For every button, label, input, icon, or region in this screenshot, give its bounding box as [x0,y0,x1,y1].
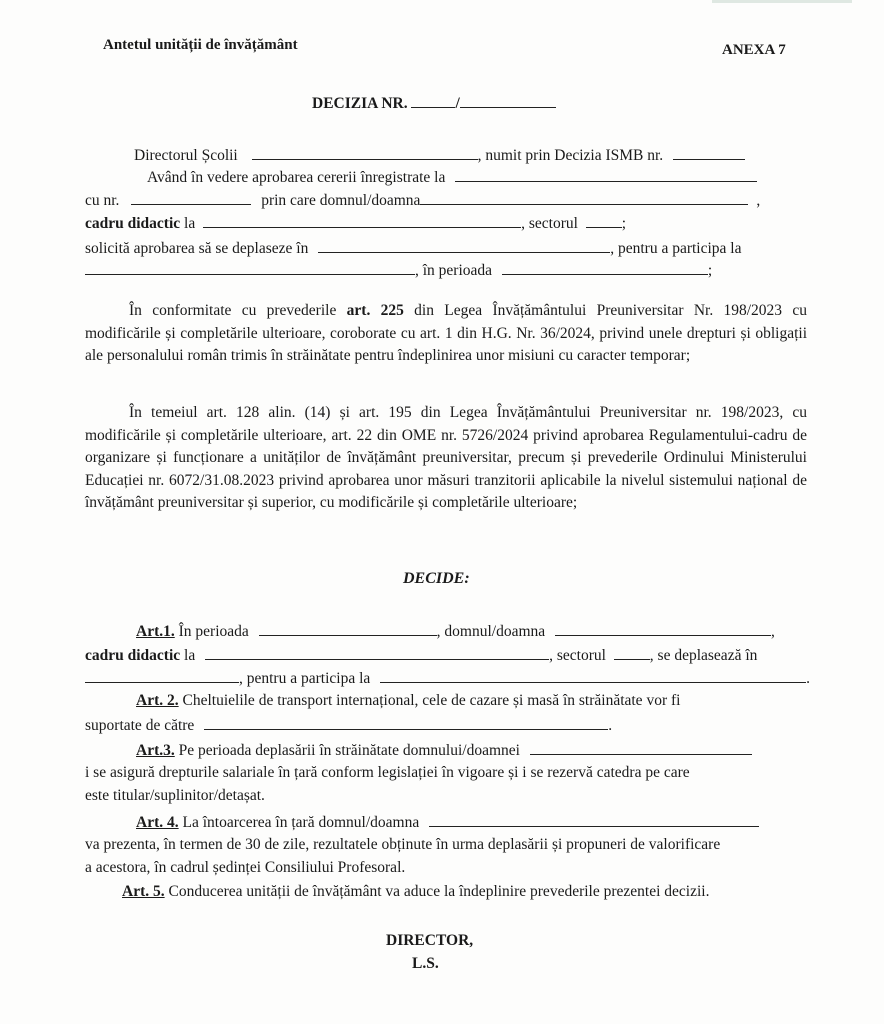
article-2-line-2: suportate de către . [85,717,613,734]
article-1-line-3: , pentru a participa la . [85,668,810,688]
art1-unit-field[interactable] [205,645,549,660]
art1-event-field[interactable] [380,668,806,683]
costs-payer-field[interactable] [204,715,608,730]
article-1-line-2: cadru didactic la , sectorul , se deplasează în [85,647,758,664]
art1-destination-field[interactable] [85,668,239,683]
art1-person-field[interactable] [555,621,771,636]
intro-line-6: , în perioada ; [85,260,712,280]
person-name-field[interactable] [420,190,748,205]
institution-header: Antetul unității de învățământ [103,37,298,53]
art4-person-field[interactable] [429,812,759,827]
school-name-field[interactable] [252,145,478,160]
legal-paragraph-2: În temeiul art. 128 alin. (14) și art. 195 din Legea Învățământului Preuniversitar nr. 198/2023, cu modificările și completările ulterioare, art. 22 din OME nr. 5726/2024 privind aprobarea Regulamentului-cadru de organizare și funcționare a unităților de învățământ preuniversitar, precum și prevederile Ordinului Ministerului Educației nr. 6072/31.08.2023 privind aprobarea unor măsuri tranzitorii aplicabile la nivelul sistemului național de învățământ preuniversitar și superior, cu modificările și completările ulterioare; [85,404,807,511]
intro-line-1: Directorul Școlii , numit prin Decizia ISMB nr. [134,145,745,165]
article-3-line-3: este titular/suplinitor/detașat. [85,787,265,804]
article-3-line-1: Art.3. Pe perioada deplasării în străinătate domnului/doamnei [136,740,752,760]
article-4-line-2: va prezenta, în termen de 30 de zile, rezultatele obținute în urma deplasării și propuneri de valorificare [85,836,721,853]
decision-number-field[interactable] [411,93,455,108]
sector-field[interactable] [586,213,622,228]
decision-title: DECIZIA NR. / [312,93,556,113]
intro-line-5: solicită aprobarea să se deplaseze în , pentru a participa la [85,240,742,257]
stamp-label: L.S. [412,955,439,972]
destination-field[interactable] [318,238,610,253]
intro-line-3: cu nr. prin care domnul/doamna , [85,192,761,209]
article-5: Art. 5. Conducerea unității de învățământ va aduce la îndeplinire prevederile prezentei decizii. [122,883,710,900]
article-2-line-1: Art. 2. Cheltuielile de transport internațional, cele de cazare și masă în străinătate vor fi [136,692,681,709]
intro-line-4: cadru didactic la , sectorul ; [85,215,627,232]
scan-edge-mark [712,0,852,3]
event-field[interactable] [85,260,415,275]
director-signature-label: DIRECTOR, [386,932,474,949]
annex-label: ANEXA 7 [722,42,786,58]
registered-at-field[interactable] [455,167,757,182]
period-field[interactable] [502,260,708,275]
art1-sector-field[interactable] [614,645,650,660]
ismb-decision-number-field[interactable] [673,145,745,160]
registration-number-field[interactable] [131,190,251,205]
decision-year-field[interactable] [460,93,556,108]
decide-heading: DECIDE: [403,570,470,587]
intro-line-2: Având în vedere aprobarea cererii înregistrate la [147,167,757,187]
article-1-line-1: Art.1. În perioada , domnul/doamna , [136,623,775,640]
art3-person-field[interactable] [530,740,752,755]
article-4-line-1: Art. 4. La întoarcerea în țară domnul/doamna [136,812,759,832]
article-4-line-3: a acestora, în cadrul ședinței Consiliului Profesoral. [85,859,406,876]
art1-period-field[interactable] [259,621,437,636]
legal-paragraph-1: În conformitate cu prevederile art. 225 din Legea Învățământului Preuniversitar Nr. 198/2023 cu modificările și completările ulterioare, coroborate cu art. 1 din H.G. Nr. 36/2024, privind unele drepturi și obligații ale personalului român trimis în străinătate pentru îndeplinirea unor misiuni cu caracter temporar; [85,302,807,364]
teacher-unit-field[interactable] [203,213,521,228]
article-3-line-2: i se asigură drepturile salariale în țară conform legislației în vigoare și i se rezervă catedra pe care [85,764,690,781]
